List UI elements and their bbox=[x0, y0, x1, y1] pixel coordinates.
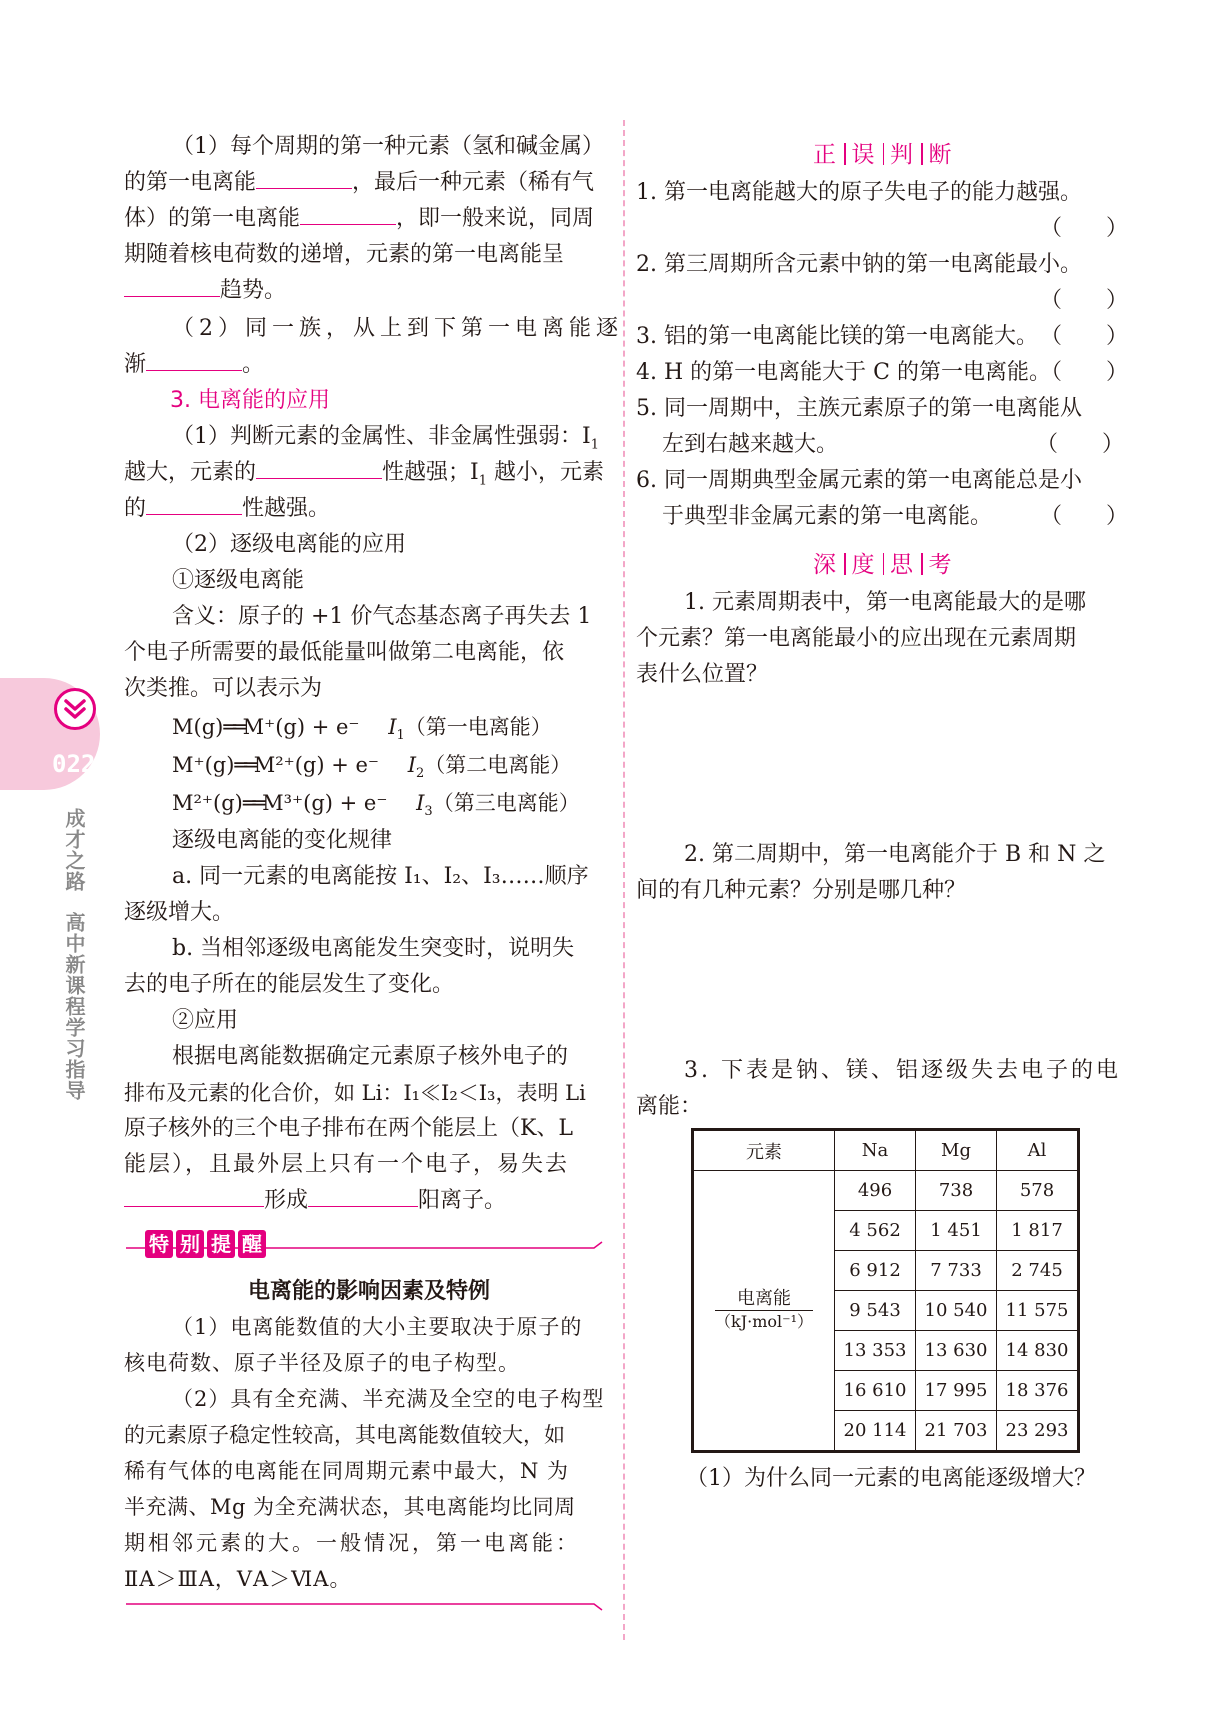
section-heading: 3. 电离能的应用 bbox=[170, 388, 330, 413]
question-text: 离能： bbox=[636, 1094, 703, 1119]
equation: M⁺(g)══M²⁺(g) + e⁻ $I_2$（第二电离能） bbox=[172, 753, 572, 782]
answer-paren[interactable]: （ ） bbox=[1040, 216, 1129, 241]
text-line: 能层），且最外层上只有一个电子，易失去 bbox=[124, 1152, 570, 1177]
text-line: 趋势。 bbox=[124, 276, 286, 306]
judge-item: 5. 同一周期中，主族元素原子的第一电离能从 bbox=[636, 396, 1082, 421]
table-cell: 17 995 bbox=[916, 1371, 997, 1411]
question-text: 3. 下表是钠、镁、铝逐级失去电子的电 bbox=[684, 1058, 1121, 1083]
text-line: （1）判断元素的金属性、非金属性强弱：$I_1$ bbox=[172, 424, 599, 453]
answer-paren[interactable]: （ ） bbox=[1040, 360, 1129, 385]
question-text: 间的有几种元素？分别是哪几种？ bbox=[636, 878, 967, 903]
judge-item-cont: 于典型非金属元素的第一电离能。 bbox=[662, 504, 993, 529]
fill-blank[interactable] bbox=[256, 458, 382, 479]
text-line: （2）逐级电离能的应用 bbox=[172, 532, 406, 557]
text-line: （1）每个周期的第一种元素（氢和碱金属） bbox=[172, 134, 604, 159]
table-cell: 2 745 bbox=[997, 1251, 1079, 1291]
equation: M(g)══M⁺(g) + e⁻ $I_1$（第一电离能） bbox=[172, 715, 552, 744]
table-header-cell: Al bbox=[997, 1130, 1079, 1171]
table-cell: 21 703 bbox=[916, 1411, 997, 1452]
table-header-cell: Na bbox=[835, 1130, 916, 1171]
judge-item: 3. 铝的第一电离能比镁的第一电离能大。 bbox=[636, 324, 1038, 349]
fill-blank[interactable] bbox=[300, 204, 396, 225]
judge-item: 2. 第三周期所含元素中钠的第一电离能最小。 bbox=[636, 252, 1082, 277]
question-text: （1）为什么同一元素的电离能逐级增大？ bbox=[686, 1466, 1096, 1491]
table-row bbox=[693, 1171, 1079, 1211]
text-line: 期相邻元素的大。一般情况，第一电离能： bbox=[124, 1531, 580, 1555]
judge-item: 4. H 的第一电离能大于 C 的第一电离能。 bbox=[636, 360, 1051, 385]
text-line: 期随着核电荷数的递增，元素的第一电离能呈 bbox=[124, 242, 565, 267]
judge-item: 6. 同一周期典型金属元素的第一电离能总是小 bbox=[636, 468, 1082, 493]
table-cell: 1 817 bbox=[997, 1211, 1079, 1251]
text-line: 逐级电离能的变化规律 bbox=[172, 828, 393, 853]
book-subtitle: 高中新课程学习指导 bbox=[62, 912, 86, 1101]
text-line: 形成 阳离子。 bbox=[124, 1186, 506, 1216]
row-label-numerator: 电离能 bbox=[715, 1288, 813, 1311]
text-line: （2）同一族，从上到下第一电离能逐 bbox=[172, 316, 623, 341]
question-text: 1. 元素周期表中，第一电离能最大的是哪 bbox=[684, 590, 1086, 615]
table-cell: 18 376 bbox=[997, 1371, 1079, 1411]
fill-blank[interactable] bbox=[146, 494, 242, 515]
table-cell: 20 114 bbox=[835, 1411, 916, 1452]
text-line: ⅡA＞ⅢA，ⅤA＞ⅥA。 bbox=[124, 1567, 352, 1591]
text-line: 体）的第一电离能 ，即一般来说，同周 bbox=[124, 206, 595, 231]
section-title-think: 深 度 思 考 bbox=[813, 552, 954, 578]
question-text: 表什么位置？ bbox=[636, 662, 769, 687]
text-line: ②应用 bbox=[172, 1008, 239, 1033]
answer-paren[interactable]: （ ） bbox=[1040, 324, 1129, 349]
answer-paren[interactable]: （ ） bbox=[1040, 504, 1129, 529]
ionization-energy-table bbox=[691, 1128, 1080, 1453]
question-text: 个元素？第一电离能最小的应出现在元素周期 bbox=[636, 626, 1077, 651]
table-cell: 14 830 bbox=[997, 1331, 1079, 1371]
row-label-cell bbox=[693, 1171, 835, 1452]
table-cell: 4 562 bbox=[835, 1211, 916, 1251]
text-line: 逐级增大。 bbox=[124, 900, 235, 925]
text-line: 根据电离能数据确定元素原子核外电子的 bbox=[172, 1044, 569, 1069]
table-cell: 738 bbox=[916, 1171, 997, 1211]
table-cell: 23 293 bbox=[997, 1411, 1079, 1452]
fill-blank[interactable] bbox=[124, 1186, 264, 1207]
text-line: 次类推。可以表示为 bbox=[124, 676, 323, 701]
text-line: 原子核外的三个电子排布在两个能层上（K、L bbox=[124, 1116, 574, 1141]
judge-item-cont: 左到右越来越大。 bbox=[662, 432, 839, 457]
table-header-row bbox=[693, 1130, 1079, 1171]
text-line: 越大，元素的 性越强；$I_1$ 越小，元素 bbox=[124, 460, 604, 489]
text-line: 去的电子所在的能层发生了变化。 bbox=[124, 972, 455, 997]
equation: M²⁺(g)══M³⁺(g) + e⁻ $I_3$（第三电离能） bbox=[172, 791, 580, 820]
fill-blank[interactable] bbox=[256, 168, 352, 189]
text-line: 的 性越强。 bbox=[124, 496, 331, 521]
table-cell: 1 451 bbox=[916, 1211, 997, 1251]
question-text: 2. 第二周期中，第一电离能介于 B 和 N 之 bbox=[684, 842, 1106, 867]
text-line: （2）具有全充满、半充满及全空的电子构型 bbox=[172, 1387, 605, 1411]
table-cell: 13 353 bbox=[835, 1331, 916, 1371]
column-divider bbox=[623, 120, 625, 1640]
text-line: a. 同一元素的电离能按 I₁、I₂、I₃……顺序 bbox=[172, 864, 589, 889]
reminder-heading: 电离能的影响因素及特例 bbox=[247, 1279, 490, 1304]
judge-item: 1. 第一电离能越大的原子失电子的能力越强。 bbox=[636, 180, 1082, 205]
table-cell: 496 bbox=[835, 1171, 916, 1211]
table-cell: 11 575 bbox=[997, 1291, 1079, 1331]
reminder-bottom-border bbox=[124, 1600, 604, 1614]
fill-blank[interactable] bbox=[308, 1186, 418, 1207]
table-cell: 16 610 bbox=[835, 1371, 916, 1411]
text-line: 稀有气体的电离能在同周期元素中最大，N 为 bbox=[124, 1459, 570, 1483]
fill-blank[interactable] bbox=[146, 350, 242, 371]
table-cell: 578 bbox=[997, 1171, 1079, 1211]
text-line: 的第一电离能 ，最后一种元素（稀有气 bbox=[124, 170, 595, 195]
table-header-cell: 元素 bbox=[693, 1130, 835, 1171]
page-number: 022 bbox=[52, 750, 96, 778]
answer-paren[interactable]: （ ） bbox=[1036, 432, 1125, 457]
chevron-down-icon bbox=[54, 688, 96, 730]
table-cell: 9 543 bbox=[835, 1291, 916, 1331]
text-line: 核电荷数、原子半径及原子的电子构型。 bbox=[124, 1351, 520, 1375]
text-line: 含义：原子的 +1 价气态基态离子再失去 1 bbox=[172, 604, 592, 629]
fill-blank[interactable] bbox=[124, 276, 220, 297]
table-cell: 6 912 bbox=[835, 1251, 916, 1291]
table-cell: 7 733 bbox=[916, 1251, 997, 1291]
special-reminder-tag: 特 别 提 醒 bbox=[145, 1230, 269, 1260]
text-line: b. 当相邻逐级电离能发生突变时，说明失 bbox=[172, 936, 575, 961]
table-cell: 10 540 bbox=[916, 1291, 997, 1331]
text-line: 排布及元素的化合价，如 Li：I₁≪I₂＜I₃，表明 Li bbox=[124, 1081, 586, 1105]
section-title-judge: 正 误 判 断 bbox=[813, 142, 954, 168]
table-cell: 13 630 bbox=[916, 1331, 997, 1371]
text-line: 的元素原子稳定性较高，其电离能数值较大，如 bbox=[124, 1423, 565, 1447]
text-line: 半充满、Mg 为全充满状态，其电离能均比同周 bbox=[124, 1495, 576, 1519]
text-line: ①逐级电离能 bbox=[172, 568, 305, 593]
text-line: （1）电离能数值的大小主要取决于原子的 bbox=[172, 1315, 583, 1339]
text-line: 渐 。 bbox=[124, 352, 265, 377]
row-label-unit: （kJ·mol⁻¹） bbox=[715, 1312, 813, 1331]
table-header-cell: Mg bbox=[916, 1130, 997, 1171]
series-title: 成才之路 bbox=[62, 808, 86, 892]
answer-paren[interactable]: （ ） bbox=[1040, 288, 1129, 313]
text-line: 个电子所需要的最低能量叫做第二电离能，依 bbox=[124, 640, 565, 665]
